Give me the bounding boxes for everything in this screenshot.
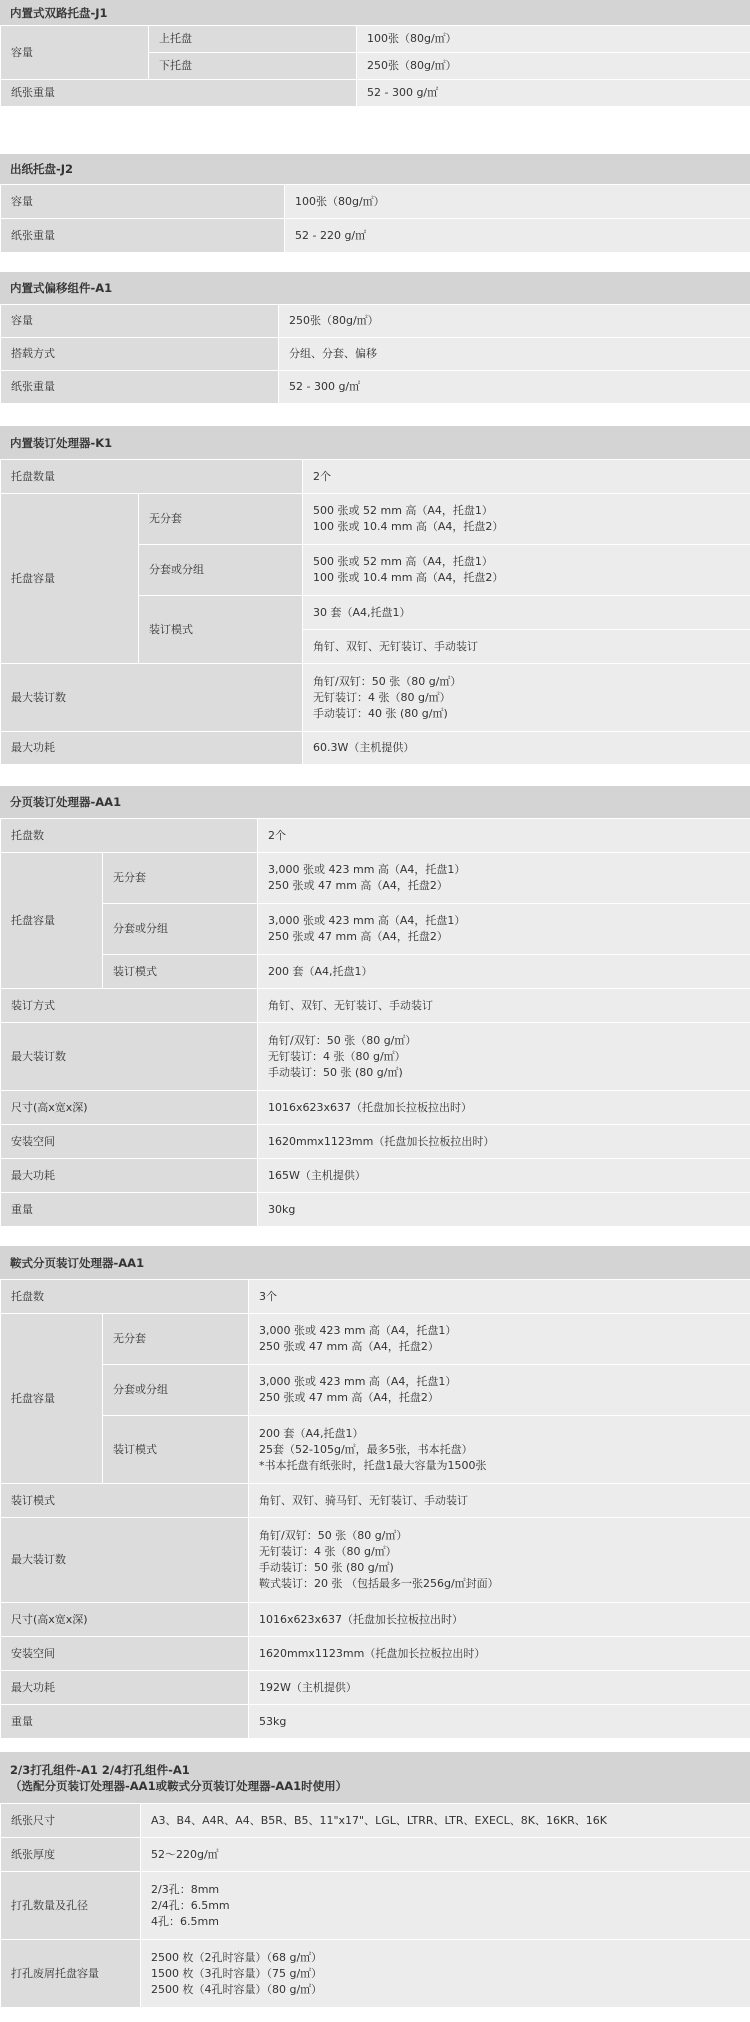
spec-label: 纸张重量 <box>1 80 357 107</box>
spec-value: 2个 <box>258 819 750 853</box>
spec-sublabel: 装订模式 <box>103 955 258 989</box>
spec-label: 托盘数量 <box>1 460 303 494</box>
spec-label: 安装空间 <box>1 1125 258 1159</box>
spec-label: 尺寸(高x宽x深) <box>1 1603 249 1637</box>
section-inner-finisher-k1 <box>0 426 750 765</box>
spec-value: 角钉、双钉、骑马钉、无钉装订、手动装订 <box>249 1484 750 1518</box>
spec-value: 60.3W（主机提供） <box>303 732 750 765</box>
spec-value: 192W（主机提供） <box>249 1671 750 1705</box>
spec-value: A3、B4、A4R、A4、B5R、B5、11"x17"、LGL、LTRR、LTR、EXECL、8K、16KR、16K <box>141 1804 750 1838</box>
section-offset-unit-a1 <box>0 272 750 404</box>
spec-label: 最大装订数 <box>1 1023 258 1091</box>
spec-value: 52～220g/㎡ <box>141 1838 750 1872</box>
spec-value: 3,000 张或 423 mm 高（A4，托盘1） 250 张或 47 mm 高（A4，托盘2） <box>258 904 750 955</box>
spec-table <box>0 304 750 404</box>
spec-value: 30 套（A4,托盘1） <box>303 596 750 630</box>
spec-table <box>0 459 750 765</box>
spec-value: 3,000 张或 423 mm 高（A4，托盘1） 250 张或 47 mm 高（A4，托盘2） <box>249 1365 750 1416</box>
spec-value: 100张（80g/㎡） <box>285 185 750 219</box>
spec-label: 重量 <box>1 1705 249 1739</box>
spec-value: 3个 <box>249 1280 750 1314</box>
spec-value: 分组、分套、偏移 <box>279 338 750 371</box>
section-title: 内置装订处理器-K1 <box>0 426 750 459</box>
spec-value: 52 - 300 g/㎡ <box>279 371 750 404</box>
spec-label: 托盘容量 <box>1 494 139 664</box>
spec-value: 2个 <box>303 460 750 494</box>
spec-label: 纸张厚度 <box>1 1838 141 1872</box>
spec-table <box>0 1803 750 2008</box>
spec-label: 纸张尺寸 <box>1 1804 141 1838</box>
spec-table <box>0 25 750 107</box>
spec-label: 最大功耗 <box>1 732 303 765</box>
spec-sublabel: 无分套 <box>139 494 303 545</box>
spec-sublabel: 分套或分组 <box>103 904 258 955</box>
section-output-tray-j2 <box>0 154 750 253</box>
spec-value: 角钉/双钉：50 张（80 g/㎡） 无钉装订：4 张（80 g/㎡） 手动装订：50 张 (80 g/㎡) 鞍式装订：20 张 （包括最多一张256g/㎡封面） <box>249 1518 750 1603</box>
spec-label: 纸张重量 <box>1 219 285 253</box>
spec-sublabel: 装订模式 <box>139 596 303 664</box>
spec-sublabel: 分套或分组 <box>103 1365 249 1416</box>
spec-value: 1620mmx1123mm（托盘加长拉板拉出时） <box>249 1637 750 1671</box>
spec-label: 托盘容量 <box>1 1314 103 1484</box>
spec-value: 1620mmx1123mm（托盘加长拉板拉出时） <box>258 1125 750 1159</box>
spec-value: 3,000 张或 423 mm 高（A4，托盘1） 250 张或 47 mm 高（A4，托盘2） <box>249 1314 750 1365</box>
spec-value: 1016x623x637（托盘加长拉板拉出时） <box>258 1091 750 1125</box>
spec-label: 重量 <box>1 1193 258 1227</box>
spec-value: 1016x623x637（托盘加长拉板拉出时） <box>249 1603 750 1637</box>
spec-label: 打孔数量及孔径 <box>1 1872 141 1940</box>
spec-label: 最大装订数 <box>1 1518 249 1603</box>
section-title: 内置式双路托盘-J1 <box>0 0 750 25</box>
spec-value: 30kg <box>258 1193 750 1227</box>
spec-value: 200 套（A4,托盘1） 25套（52-105g/㎡，最多5张，书本托盘） *书本托盘有纸张时，托盘1最大容量为1500张 <box>249 1416 750 1484</box>
spec-sublabel: 无分套 <box>103 1314 249 1365</box>
spec-value: 2/3孔：8mm 2/4孔：6.5mm 4孔：6.5mm <box>141 1872 750 1940</box>
section-title: 内置式偏移组件-A1 <box>0 272 750 304</box>
spec-label: 打孔废屑托盘容量 <box>1 1940 141 2008</box>
spec-value: 53kg <box>249 1705 750 1739</box>
spec-value: 165W（主机提供） <box>258 1159 750 1193</box>
spec-value: 250张（80g/㎡） <box>279 305 750 338</box>
spec-label: 托盘容量 <box>1 853 103 989</box>
spec-value: 52 - 300 g/㎡ <box>357 80 750 107</box>
spec-label: 容量 <box>1 305 279 338</box>
section-dual-tray-j1 <box>0 0 750 107</box>
spec-value: 3,000 张或 423 mm 高（A4，托盘1） 250 张或 47 mm 高（A4，托盘2） <box>258 853 750 904</box>
spec-value: 500 张或 52 mm 高（A4，托盘1） 100 张或 10.4 mm 高（A4，托盘2） <box>303 545 750 596</box>
section-title: 分页装订处理器-AA1 <box>0 786 750 818</box>
spec-label: 装订方式 <box>1 989 258 1023</box>
spec-value: 200 套（A4,托盘1） <box>258 955 750 989</box>
spec-sublabel: 装订模式 <box>103 1416 249 1484</box>
spec-value: 52 - 220 g/㎡ <box>285 219 750 253</box>
spec-label: 托盘数 <box>1 819 258 853</box>
spec-label: 最大功耗 <box>1 1671 249 1705</box>
spec-label: 装订模式 <box>1 1484 249 1518</box>
section-saddle-finisher-aa1 <box>0 1246 750 1739</box>
spec-value: 角钉、双钉、无钉装订、手动装订 <box>303 630 750 664</box>
spec-label: 安装空间 <box>1 1637 249 1671</box>
spec-table <box>0 1279 750 1739</box>
spec-value: 角钉/双钉：50 张（80 g/㎡） 无钉装订：4 张（80 g/㎡） 手动装订：50 张 (80 g/㎡) <box>258 1023 750 1091</box>
spec-value: 250张（80g/㎡） <box>357 53 750 80</box>
spec-label: 尺寸(高x宽x深) <box>1 1091 258 1125</box>
spec-sublabel: 分套或分组 <box>139 545 303 596</box>
spec-value: 角钉、双钉、无钉装订、手动装订 <box>258 989 750 1023</box>
spec-table <box>0 818 750 1227</box>
spec-sublabel: 无分套 <box>103 853 258 904</box>
spec-label: 最大功耗 <box>1 1159 258 1193</box>
spec-table <box>0 184 750 253</box>
spec-value: 100张（80g/㎡） <box>357 26 750 53</box>
spec-value: 500 张或 52 mm 高（A4，托盘1） 100 张或 10.4 mm 高（A4，托盘2） <box>303 494 750 545</box>
spec-label: 搭载方式 <box>1 338 279 371</box>
spec-label: 纸张重量 <box>1 371 279 404</box>
spec-sublabel: 上托盘 <box>149 26 357 53</box>
spec-sublabel: 下托盘 <box>149 53 357 80</box>
section-staple-finisher-aa1 <box>0 786 750 1227</box>
spec-label: 容量 <box>1 26 149 80</box>
spec-value: 2500 枚（2孔时容量）（68 g/㎡） 1500 枚（3孔时容量）（75 g/㎡） 2500 枚（4孔时容量）（80 g/㎡） <box>141 1940 750 2008</box>
spec-label: 容量 <box>1 185 285 219</box>
section-puncher-unit-a1 <box>0 1752 750 2008</box>
spec-value: 角钉/双钉：50 张（80 g/㎡） 无钉装订：4 张（80 g/㎡） 手动装订：40 张 (80 g/㎡) <box>303 664 750 732</box>
section-title: 鞍式分页装订处理器-AA1 <box>0 1246 750 1279</box>
spec-label: 最大装订数 <box>1 664 303 732</box>
section-title: 出纸托盘-J2 <box>0 154 750 184</box>
spec-label: 托盘数 <box>1 1280 249 1314</box>
section-title: 2/3打孔组件-A1 2/4打孔组件-A1 （选配分页装订处理器-AA1或鞍式分页装订处理器-AA1时使用） <box>0 1752 750 1803</box>
